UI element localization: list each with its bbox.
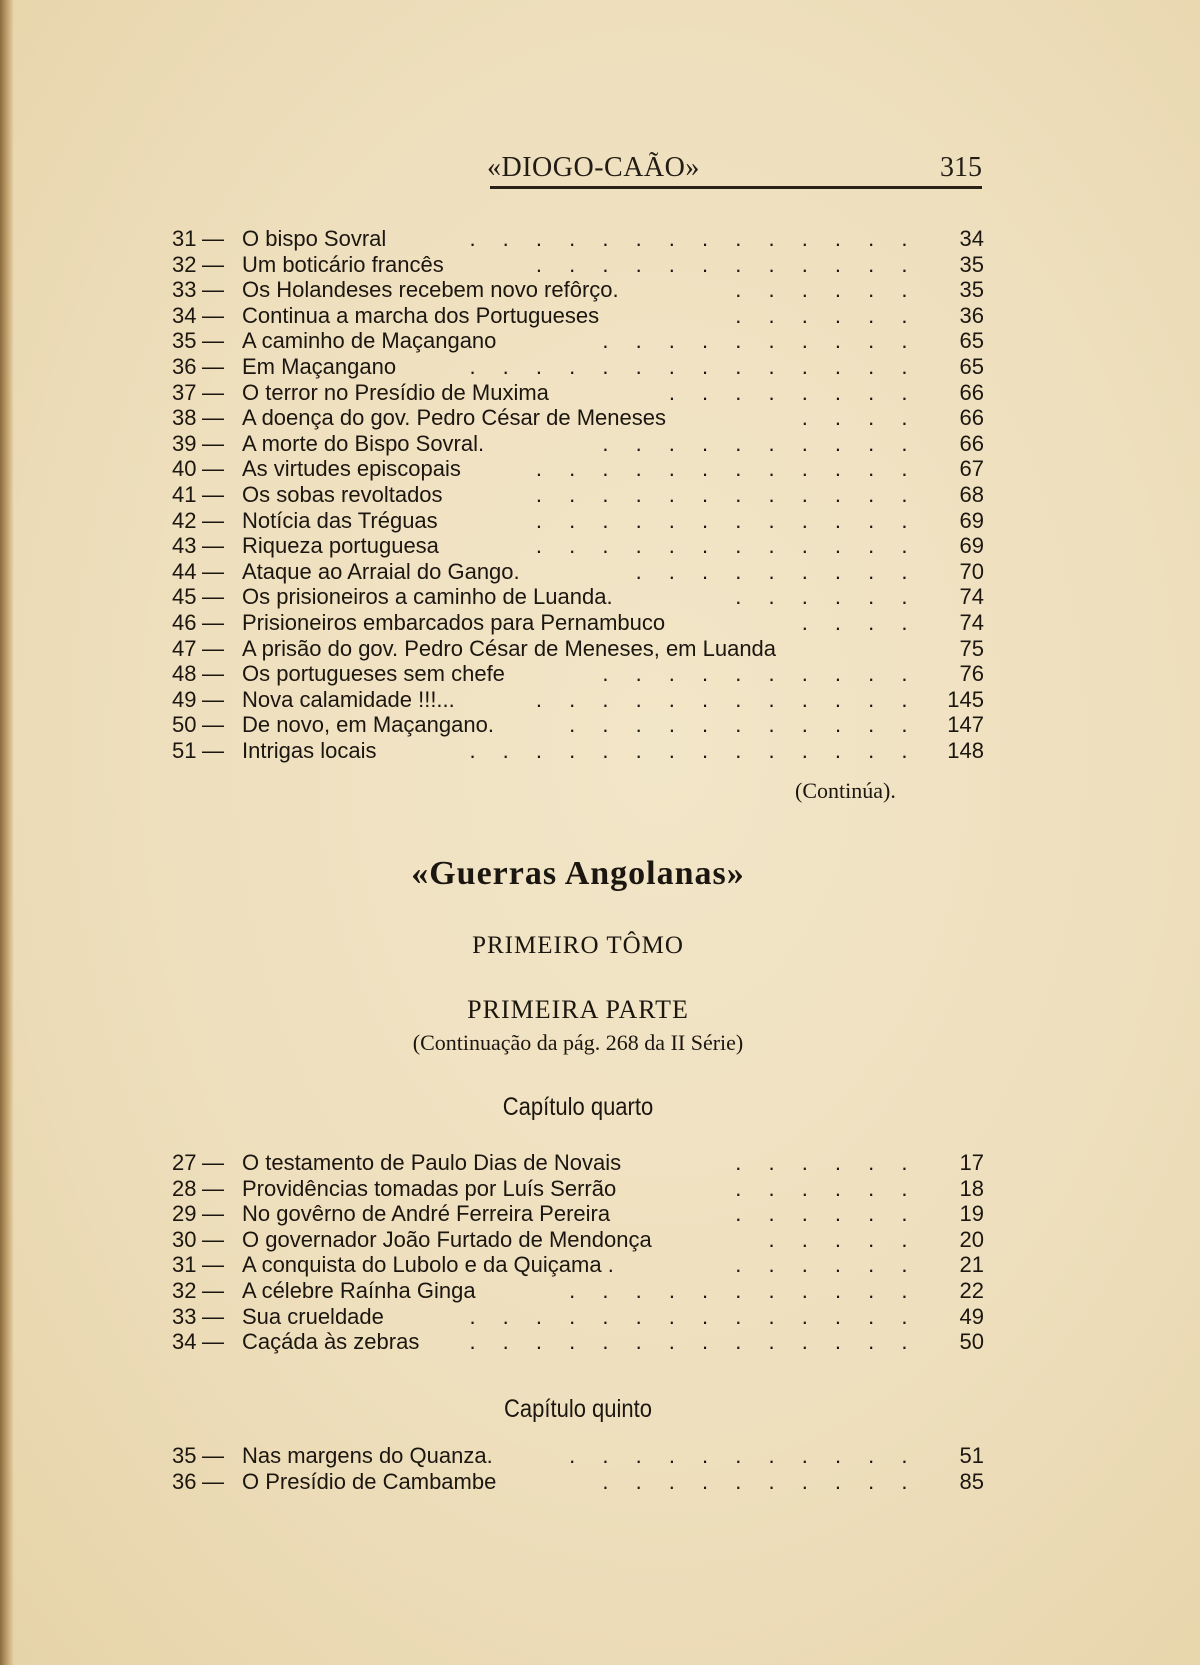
entry-dash: — [202, 712, 224, 738]
entry-number: 36 [172, 353, 197, 379]
entry-page: 51 [959, 1443, 984, 1468]
entry-number: 51 [172, 737, 197, 763]
entry-page: 35 [959, 277, 984, 303]
chapter-4-heading: Capítulo quarto [502, 1093, 654, 1121]
entry-dash: — [202, 635, 224, 661]
entry-dash: — [202, 226, 224, 251]
entry-title: A prisão do gov. Pedro César de Meneses, em Luanda [242, 635, 777, 661]
page-number: 315 [940, 152, 982, 183]
dot-leader: . . . . . . . . . . . . [535, 481, 918, 507]
entry-dash: — [202, 609, 224, 635]
entry-dash: — [202, 302, 224, 328]
entry-number: 43 [172, 533, 197, 559]
entry-dash: — [202, 686, 224, 712]
toc-chapter-4 [172, 1150, 984, 1355]
entry-title: Sua crueldade [242, 1303, 384, 1329]
entry-dash: — [202, 737, 224, 763]
entry-title: Em Maçangano [242, 353, 397, 379]
toc-entry [172, 277, 984, 303]
entry-page: 35 [959, 251, 984, 277]
header-rule [490, 186, 982, 189]
entry-dash: — [202, 533, 224, 559]
dot-leader: . . . . . . [735, 1150, 918, 1175]
entry-title: De novo, em Maçangano. [242, 712, 494, 738]
entry-dash: — [202, 481, 224, 507]
dot-leader: . . . . . . . . . . . . . . [469, 353, 918, 379]
section-title: «Guerras Angolanas» [411, 855, 745, 892]
entry-title: Os Holandeses recebem novo refôrço. [242, 277, 619, 303]
toc-entry [172, 1252, 984, 1278]
entry-number: 50 [172, 712, 197, 738]
toc-diogo-cao [172, 226, 984, 763]
entry-page: 70 [959, 558, 984, 584]
toc-entry [172, 687, 984, 713]
dot-leader: . . . . . . [735, 584, 918, 610]
entry-dash: — [202, 584, 224, 610]
entry-number: 46 [172, 609, 197, 635]
toc-entry [172, 1329, 984, 1355]
entry-page: 34 [959, 226, 984, 251]
entry-page: 50 [959, 1329, 984, 1355]
entry-number: 34 [172, 302, 197, 328]
entry-number: 31 [172, 226, 197, 251]
entry-number: 37 [172, 379, 197, 405]
running-header [487, 150, 982, 190]
toc-entry [172, 508, 984, 534]
entry-number: 29 [172, 1201, 197, 1227]
entry-title: Providências tomadas por Luís Serrão [242, 1175, 617, 1201]
dot-leader: . . . . . . . . . . [602, 661, 918, 687]
dot-leader: . . . . . . . . . . . . . . [469, 737, 918, 763]
entry-number: 36 [172, 1468, 197, 1494]
toc-entry [172, 610, 984, 636]
dot-leader: . . . . . . . . . . . . [535, 456, 918, 482]
toc-entry [172, 252, 984, 278]
entry-title: A caminho de Maçangano [242, 328, 497, 354]
entry-page: 65 [959, 328, 984, 354]
entry-page: 74 [959, 609, 984, 635]
toc-entry [172, 456, 984, 482]
toc-entry [172, 380, 984, 406]
dot-leader: . . . . . . . . . . . . . . [469, 1329, 918, 1355]
entry-number: 33 [172, 277, 197, 303]
dot-leader: . . . . . . [735, 1252, 918, 1278]
parte-heading: PRIMEIRA PARTE [467, 995, 689, 1024]
toc-entry [172, 482, 984, 508]
toc-entry [172, 559, 984, 585]
entry-title: A morte do Bispo Sovral. [242, 430, 485, 456]
entry-number: 32 [172, 1277, 197, 1303]
entry-dash: — [202, 277, 224, 303]
entry-title: Caçáda às zebras [242, 1329, 420, 1355]
entry-number: 44 [172, 558, 197, 584]
entry-number: 47 [172, 635, 197, 661]
entry-dash: — [202, 379, 224, 405]
chapter-5-heading: Capítulo quinto [503, 1395, 653, 1423]
entry-page: 69 [959, 507, 984, 533]
dot-leader: . . . . [801, 609, 918, 635]
entry-title: Os sobas revoltados [242, 481, 443, 507]
entry-page: 69 [959, 533, 984, 559]
entry-number: 35 [172, 1443, 197, 1468]
entry-title: No govêrno de André Ferreira Pereira [242, 1201, 611, 1227]
toc-entry [172, 738, 984, 764]
toc-entry [172, 431, 984, 457]
toc-entry [172, 533, 984, 559]
dot-leader: . . . . . . . . . . . [569, 712, 918, 738]
dot-leader: . . . . . . . . . . . . [535, 507, 918, 533]
entry-title: A célebre Raínha Ginga [242, 1277, 476, 1303]
toc-entry [172, 1201, 984, 1227]
toc-entry [172, 226, 984, 252]
entry-title: Nas margens do Quanza. [242, 1443, 493, 1468]
entry-number: 40 [172, 456, 197, 482]
dot-leader: . . . . . . [735, 1175, 918, 1201]
dot-leader: . . . . . . . . . . [602, 1468, 918, 1494]
entry-dash: — [202, 1150, 224, 1175]
entry-dash: — [202, 328, 224, 354]
entry-title: O terror no Presídio de Muxima [242, 379, 549, 405]
toc-entry [172, 712, 984, 738]
toc-entry [172, 636, 984, 662]
entry-number: 30 [172, 1226, 197, 1252]
entry-page: 147 [947, 712, 984, 738]
dot-leader: . . . . . . . . . . [602, 430, 918, 456]
dot-leader: . . . . . . [735, 302, 918, 328]
entry-title: Os portugueses sem chefe [242, 661, 505, 687]
dot-leader: . . . . . . . . . . [602, 328, 918, 354]
entry-page: 85 [959, 1468, 984, 1494]
entry-number: 28 [172, 1175, 197, 1201]
entry-title: Prisioneiros embarcados para Pernambuco [242, 609, 666, 635]
entry-number: 32 [172, 251, 197, 277]
entry-page: 20 [959, 1226, 984, 1252]
dot-leader: . . . . . . . . [668, 379, 918, 405]
entry-page: 68 [959, 481, 984, 507]
entry-dash: — [202, 558, 224, 584]
entry-title: Nova calamidade !!!... [242, 686, 455, 712]
entry-dash: — [202, 405, 224, 431]
toc-entry [172, 1176, 984, 1202]
entry-dash: — [202, 1303, 224, 1329]
entry-dash: — [202, 456, 224, 482]
toc-entry [172, 354, 984, 380]
entry-title: O testamento de Paulo Dias de Novais [242, 1150, 622, 1175]
entry-number: 31 [172, 1252, 197, 1278]
continua-note: (Continúa). [795, 778, 896, 803]
dot-leader: . . . . . [768, 1226, 918, 1252]
entry-title: Os prisioneiros a caminho de Luanda. [242, 584, 613, 610]
entry-page: 145 [947, 686, 984, 712]
entry-title: O Presídio de Cambambe [242, 1468, 497, 1494]
entry-page: 66 [959, 379, 984, 405]
toc-entry [172, 584, 984, 610]
entry-number: 48 [172, 661, 197, 687]
entry-number: 35 [172, 328, 197, 354]
toc-entry [172, 1150, 984, 1176]
dot-leader: . . . . . . . . . . . . [535, 686, 918, 712]
entry-dash: — [202, 1443, 224, 1468]
dot-leader: . . . . [801, 405, 918, 431]
dot-leader: . . . . . . . . . . . . . . [469, 1303, 918, 1329]
toc-chapter-5 [172, 1443, 984, 1494]
entry-title: A conquista do Lubolo e da Quiçama . [242, 1252, 614, 1278]
dot-leader: . . . . . . . . . . . . [535, 251, 918, 277]
entry-dash: — [202, 1201, 224, 1227]
page-binding-edge [0, 0, 14, 1665]
entry-dash: — [202, 1329, 224, 1355]
entry-number: 27 [172, 1150, 197, 1175]
entry-page: 49 [959, 1303, 984, 1329]
toc-entry [172, 1443, 984, 1469]
continuation-note: (Continuação da pág. 268 da II Série) [412, 1030, 744, 1055]
entry-dash: — [202, 353, 224, 379]
entry-page: 21 [959, 1252, 984, 1278]
entry-dash: — [202, 1252, 224, 1278]
entry-page: 76 [959, 661, 984, 687]
toc-entry [172, 303, 984, 329]
toc-entry [172, 661, 984, 687]
entry-number: 42 [172, 507, 197, 533]
entry-page: 74 [959, 584, 984, 610]
entry-page: 65 [959, 353, 984, 379]
toc-entry [172, 328, 984, 354]
entry-page: 36 [959, 302, 984, 328]
toc-entry [172, 1469, 984, 1495]
entry-title: Ataque ao Arraial do Gango. [242, 558, 520, 584]
entry-page: 66 [959, 405, 984, 431]
entry-dash: — [202, 1226, 224, 1252]
entry-number: 33 [172, 1303, 197, 1329]
entry-number: 41 [172, 481, 197, 507]
tomo-heading: PRIMEIRO TÔMO [472, 932, 684, 959]
entry-number: 38 [172, 405, 197, 431]
entry-dash: — [202, 1175, 224, 1201]
entry-title: Riqueza portuguesa [242, 533, 439, 559]
entry-page: 66 [959, 430, 984, 456]
entry-title: As virtudes episcopais [242, 456, 461, 482]
toc-entry [172, 405, 984, 431]
dot-leader: . . . . . . . . . . . . . . [469, 226, 918, 251]
entry-page: 17 [959, 1150, 984, 1175]
entry-number: 34 [172, 1329, 197, 1355]
entry-dash: — [202, 251, 224, 277]
entry-title: O bispo Sovral [242, 226, 387, 251]
dot-leader: . . . . . . . . . . . [569, 1443, 918, 1468]
dot-leader: . . . . . . . . . . . [569, 1277, 918, 1303]
entry-number: 49 [172, 686, 197, 712]
entry-page: 18 [959, 1175, 984, 1201]
entry-dash: — [202, 1468, 224, 1494]
entry-dash: — [202, 661, 224, 687]
entry-title: Intrigas locais [242, 737, 377, 763]
dot-leader: . . . . . . . . . . . . [535, 533, 918, 559]
entry-page: 67 [959, 456, 984, 482]
entry-title: Continua a marcha dos Portugueses [242, 302, 600, 328]
entry-page: 148 [947, 737, 984, 763]
entry-dash: — [202, 430, 224, 456]
dot-leader: . . . . . . [735, 277, 918, 303]
entry-number: 45 [172, 584, 197, 610]
entry-number: 39 [172, 430, 197, 456]
entry-title: Notícia das Tréguas [242, 507, 438, 533]
running-title: «DIOGO-CAÃO» [487, 152, 700, 183]
entry-page: 19 [959, 1201, 984, 1227]
entry-dash: — [202, 507, 224, 533]
entry-page: 22 [959, 1277, 984, 1303]
dot-leader: . . . . . . [735, 1201, 918, 1227]
entry-title: A doença do gov. Pedro César de Meneses [242, 405, 666, 431]
toc-entry [172, 1278, 984, 1304]
entry-title: Um boticário francês [242, 251, 444, 277]
entry-dash: — [202, 1277, 224, 1303]
entry-page: 75 [959, 635, 984, 661]
entry-title: O governador João Furtado de Mendonça [242, 1226, 652, 1252]
toc-entry [172, 1304, 984, 1330]
toc-entry [172, 1227, 984, 1253]
dot-leader: . . . . . . . . . [635, 558, 918, 584]
